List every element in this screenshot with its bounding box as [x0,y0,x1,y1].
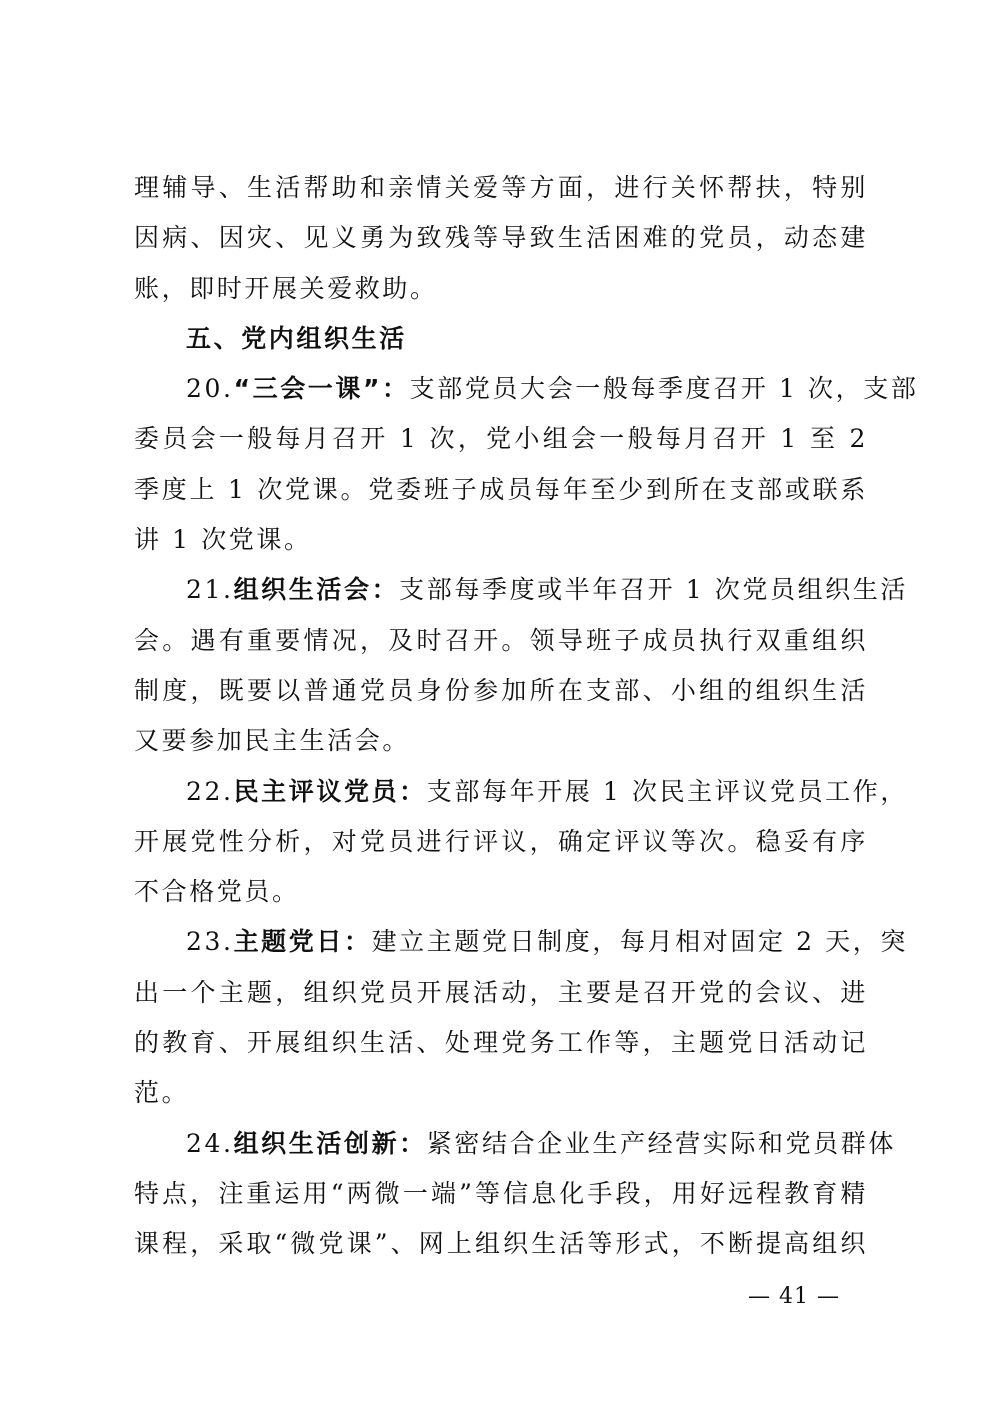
item-text: 紧密结合企业生产经营实际和党员群体 [426,1128,896,1158]
intro-line: 理辅导、生活帮助和亲情关爱等方面，进行关怀帮扶，特别 [134,173,868,202]
item-title: 组织生活会： [233,575,400,605]
item-20-first-line [134,364,919,414]
item-number: 20. [186,374,234,404]
item-21-line: 会。遇有重要情况，及时召开。领导班子成员执行双重组织 [134,625,868,655]
item-22-first-line [134,767,908,817]
item-20-line: 委员会一般每月召开 1 次，党小组会一般每月召开 1 至 2 [134,424,868,454]
item-24-line: 课程，采取“微党课”、网上组织生活等形式，不断提高组织 [134,1229,868,1259]
item-number: 21. [186,575,234,605]
item-21-line: 又要参加民主生活会。 [134,726,411,756]
item-22-line: 不合格党员。 [134,877,300,907]
item-number: 22. [186,776,234,806]
item-23-line: 的教育、开展组织生活、处理党务工作等，主题党日活动记 [134,1028,868,1058]
item-24-first-line [134,1119,896,1169]
item-23-first-line [134,917,908,967]
section-heading: 五、党内组织生活 [186,323,407,353]
item-22-line: 开展党性分析，对党员进行评议，确定评议等次。稳妥有序 [134,826,868,856]
intro-line: 账，即时开展关爱救助。 [134,273,438,303]
page-number: — 41 — [748,1284,840,1309]
item-title: 民主评议党员： [233,776,427,806]
intro-line: 因病、因灾、见义勇为致残等导致生活困难的党员，动态建 [134,223,868,253]
item-21-line: 制度，既要以普通党员身份参加所在支部、小组的组织生活 [134,675,868,705]
item-title: 组织生活创新： [233,1128,427,1158]
item-number: 24. [186,1128,234,1158]
item-text: 支部每季度或半年召开 1 次党员组织生活 [399,575,908,605]
item-title: 主题党日： [233,927,372,957]
item-23-line: 范。 [134,1078,190,1108]
item-24-line: 特点，注重运用“两微一端”等信息化手段，用好远程教育精 [134,1178,868,1208]
item-number: 23. [186,927,234,957]
item-text: 建立主题党日制度，每月相对固定 2 天，突 [371,927,908,957]
item-text: 支部党员大会一般每季度召开 1 次，支部 [409,374,919,404]
item-21-first-line [134,565,908,615]
item-23-line: 出一个主题，组织党员开展活动，主要是召开党的会议、进 [134,977,868,1007]
item-text: 支部每年开展 1 次民主评议党员工作， [426,776,908,806]
item-20-line: 讲 1 次党课。 [134,525,312,555]
item-title: “三会一课”： [233,374,410,404]
item-20-line: 季度上 1 次党课。党委班子成员每年至少到所在支部或联系 [134,474,868,504]
document-body [134,163,919,1270]
